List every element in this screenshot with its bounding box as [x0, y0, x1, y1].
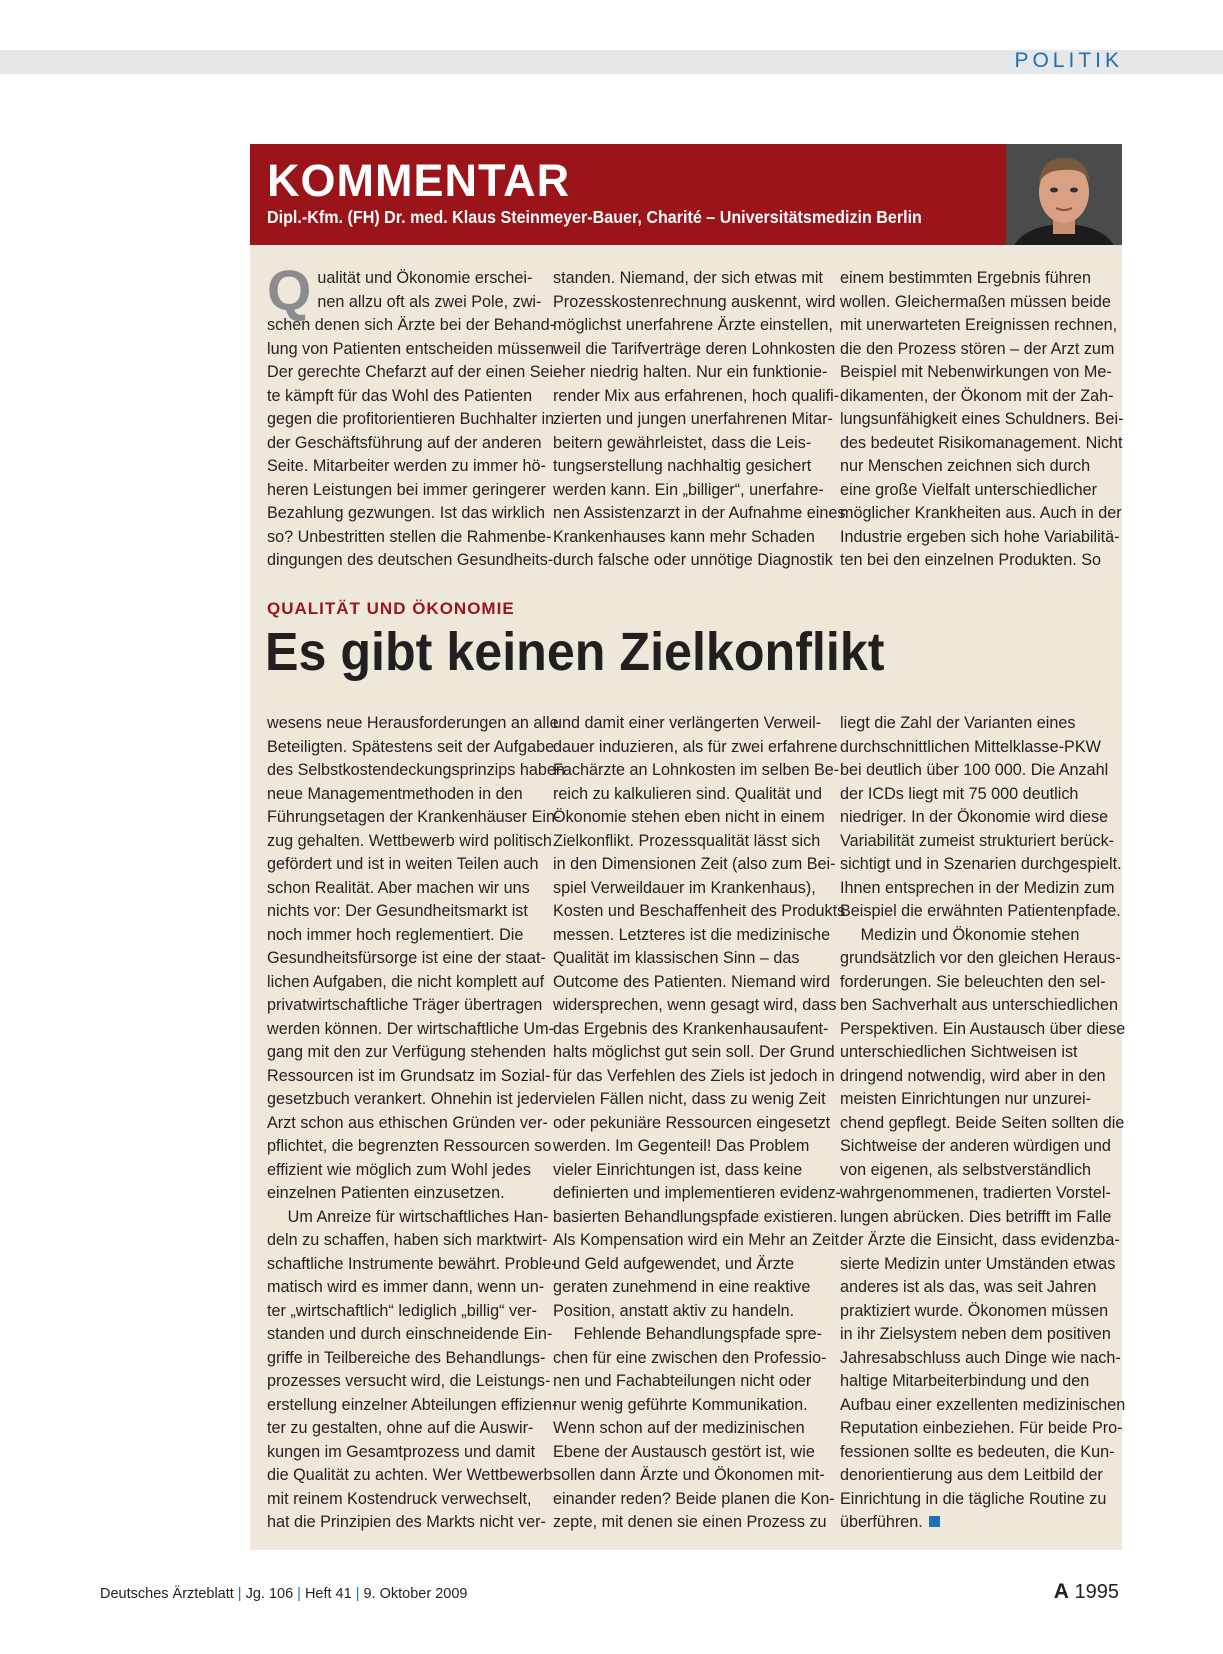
journal-volume: Jg. 106	[245, 1586, 294, 1602]
text-line: Bezahlung gezwungen. Ist das wirklich	[267, 504, 546, 522]
text-line: messen. Letzteres ist die medizinische	[553, 925, 831, 944]
text-line: effizient wie möglich zum Wohl jedes	[267, 1160, 531, 1179]
journal-name: Deutsches Ärzteblatt	[100, 1586, 234, 1602]
text-line: weil die Tarifverträge deren Lohnkosten	[553, 339, 836, 358]
text-line: Ökonomie stehen eben nicht in einem	[553, 808, 825, 826]
text-line: privatwirtschaftliche Träger übertragen	[267, 996, 543, 1014]
text-line: zug gehalten. Wettbewerb wird politisch	[267, 831, 552, 850]
lower-column-2	[553, 712, 846, 1535]
text-line: grundsätzlich vor den gleichen Heraus-	[840, 949, 1121, 967]
text-line: Beteiligten. Spätestens seit der Aufgabe	[267, 737, 555, 756]
text-line: gesetzbuch verankert. Ohnehin ist jeder	[267, 1090, 554, 1108]
text-line: Jahresabschluss auch Dinge wie nach-	[840, 1348, 1121, 1367]
text-line: die den Prozess stören – der Arzt zum	[840, 339, 1115, 358]
text-line: haltige Mitarbeiterbindung und den	[840, 1372, 1090, 1390]
text-line: lungen abrücken. Dies betrifft im Falle	[840, 1207, 1112, 1226]
text-line: Als Kompensation wird ein Mehr an Zeit	[553, 1231, 840, 1249]
text-line: eine große Vielfalt unterschiedlicher	[840, 480, 1098, 499]
footer-separator: |	[297, 1586, 301, 1602]
page-number	[1054, 1580, 1119, 1604]
text-line: zierten und jungen unerfahrenen Mitar-	[553, 410, 833, 428]
footer-citation	[100, 1586, 467, 1602]
text-line: prozesses versucht wird, die Leistungs-	[267, 1372, 551, 1390]
text-line: Qualität im klassischen Sinn – das	[553, 949, 800, 967]
text-line: Gesundheitsfürsorge ist eine der staat-	[267, 949, 546, 967]
text-line: Position, anstatt aktiv zu handeln.	[553, 1301, 795, 1320]
text-line: Prozesskostenrechnung auskennt, wird	[553, 292, 836, 311]
text-line: und Geld aufgewendet, und Ärzte	[553, 1254, 795, 1273]
text-line: in ihr Zielsystem neben dem positiven	[840, 1325, 1111, 1343]
text-line: noch immer hoch reglementiert. Die	[267, 925, 524, 944]
lower-column-1-text	[267, 712, 565, 1535]
text-line: möglicher Krankheiten aus. Auch in der	[840, 504, 1122, 522]
text-line: wollen. Gleichermaßen müssen beide	[840, 292, 1111, 311]
text-line: heren Leistungen bei immer geringerer	[267, 480, 546, 499]
author-line: Dipl.-Kfm. (FH) Dr. med. Klaus Steinmeyer-Bauer, Charité – Universitätsmedizin Berlin	[267, 207, 922, 227]
text-line: nen Assistenzarzt in der Aufnahme eines	[553, 504, 846, 522]
text-line: hat die Prinzipien des Markts nicht ver-	[267, 1513, 546, 1531]
text-line: nur wenig geführte Kommunikation.	[553, 1395, 808, 1414]
text-line: neue Managementmethoden in den	[267, 784, 523, 803]
upper-column-3	[840, 267, 1124, 573]
text-line: Krankenhauses kann mehr Schaden	[553, 527, 815, 546]
text-line: Outcome des Patienten. Niemand wird	[553, 972, 831, 991]
end-mark-icon	[929, 1516, 940, 1527]
upper-column-1	[267, 259, 559, 573]
text-line: nen und Fachabteilungen nicht oder	[553, 1372, 812, 1390]
text-line: deln zu schaffen, haben sich marktwirt-	[267, 1231, 548, 1249]
text-line: griffe in Teilbereiche des Behandlungs-	[267, 1348, 546, 1367]
text-line: Wenn schon auf der medizinischen	[553, 1419, 805, 1437]
text-line: Führungsetagen der Krankenhäuser Ein-	[267, 808, 561, 826]
text-line: dingungen des deutschen Gesundheits-	[267, 551, 554, 569]
article-kicker: QUALITÄT UND ÖKONOMIE	[267, 599, 515, 618]
text-line: und damit einer verlängerten Verweil-	[553, 714, 822, 732]
text-line: ten bei den einzelnen Produkten. So	[840, 551, 1101, 569]
text-line: te kämpft für das Wohl des Patienten	[267, 386, 533, 405]
text-line: die Qualität zu achten. Wer Wettbewerb	[267, 1466, 553, 1484]
text-line: nur Menschen zeichnen sich durch	[840, 457, 1091, 475]
footer-separator: |	[237, 1586, 242, 1602]
text-line: werden. Im Gegenteil! Das Problem	[553, 1137, 810, 1155]
text-line: vieler Einrichtungen ist, dass keine	[553, 1160, 803, 1179]
text-line: widersprechen, wenn gesagt wird, dass	[553, 996, 837, 1014]
text-line: Seite. Mitarbeiter werden zu immer hö-	[267, 457, 546, 475]
text-line: Ressourcen ist im Grundsatz im Sozial-	[267, 1066, 551, 1085]
text-line: Aufbau einer exzellenten medizinischen	[840, 1395, 1126, 1414]
text-line: spiel Verweildauer im Krankenhaus),	[553, 878, 816, 897]
text-line: denorientierung aus dem Leitbild der	[840, 1466, 1103, 1484]
text-line: der ICDs liegt mit 75 000 deutlich	[840, 784, 1079, 803]
text-line: gefördert und ist in weiten Teilen auch	[267, 855, 539, 873]
text-line: nichts vor: Der Gesundheitsmarkt ist	[267, 902, 528, 920]
footer-separator: |	[355, 1586, 360, 1602]
text-line: lichen Aufgaben, die nicht komplett auf	[267, 972, 545, 991]
journal-date: 9. Oktober 2009	[363, 1586, 468, 1602]
text-line: Fehlende Behandlungspfade spre-	[553, 1325, 823, 1343]
text-line: bei deutlich über 100 000. Die Anzahl	[840, 761, 1109, 779]
text-line: schaftliche Instrumente bewährt. Proble-	[267, 1254, 557, 1273]
text-line: ben Sachverhalt aus unterschiedlichen	[840, 996, 1119, 1014]
text-line: dringend notwendig, wird aber in den	[840, 1066, 1106, 1085]
page-prefix: A	[1053, 1580, 1069, 1603]
text-line: zepte, mit denen sie einen Prozess zu	[553, 1513, 827, 1531]
text-line: einander reden? Beide planen die Kon-	[553, 1489, 835, 1508]
text-line: gegen die profitorientieren Buchhalter in	[267, 410, 555, 428]
text-line: werden können. Der wirtschaftliche Um-	[267, 1019, 554, 1038]
upper-column-2	[553, 267, 846, 573]
text-line: pflichtet, die begrenzten Ressourcen so	[267, 1137, 552, 1155]
text-line: Zielkonflikt. Prozessqualität lässt sich	[553, 831, 821, 850]
article-headline: Es gibt keinen Zielkonflikt	[265, 622, 885, 682]
text-line: basierten Behandlungspfade existieren.	[553, 1207, 838, 1226]
text-line: standen und durch einschneidende Ein-	[267, 1325, 553, 1343]
text-line: Variabilität zumeist strukturiert berück-	[840, 831, 1115, 850]
text-line: tungserstellung nachhaltig gesichert	[553, 457, 812, 475]
text-line: möglichst unerfahrene Ärzte einstellen,	[553, 316, 833, 334]
text-line: oder pekuniäre Ressourcen eingesetzt	[553, 1113, 831, 1132]
text-line: lung von Patienten entscheiden müssen.	[267, 339, 559, 358]
text-line: geraten zunehmend in eine reaktive	[553, 1278, 811, 1296]
text-line: lungsunfähigkeit eines Schuldners. Bei-	[840, 410, 1124, 428]
author-photo	[1006, 144, 1122, 245]
text-line: Einrichtung in die tägliche Routine zu	[840, 1489, 1107, 1508]
journal-issue: Heft 41	[304, 1586, 352, 1602]
text-line: des bedeutet Risikomanagement. Nicht	[840, 433, 1123, 452]
text-line: kungen im Gesamtprozess und damit	[267, 1442, 536, 1461]
text-line: wahrgenommenen, tradierten Vorstel-	[840, 1184, 1111, 1202]
text-line: liegt die Zahl der Varianten eines	[840, 714, 1076, 732]
text-line: dauer induzieren, als für zwei erfahrene	[553, 737, 838, 756]
text-line: Kosten und Beschaffenheit des Produkts	[553, 902, 846, 920]
text-line: Um Anreize für wirtschaftliches Han-	[267, 1207, 549, 1226]
text-line: unterschiedlichen Sichtweisen ist	[840, 1043, 1078, 1061]
text-line: matisch wird es immer dann, wenn un-	[267, 1278, 545, 1296]
text-line: schon Realität. Aber machen wir uns	[267, 878, 530, 897]
text-line: der Geschäftsführung auf der anderen	[267, 433, 542, 452]
text-line: ualität und Ökonomie erschei-	[317, 269, 533, 287]
text-line: für das Verfehlen des Ziels ist jedoch in	[553, 1066, 835, 1085]
text-line: vielen Fällen nicht, dass zu wenig Zeit	[553, 1090, 826, 1108]
text-line: das Ergebnis des Krankenhausaufent-	[553, 1019, 829, 1038]
text-line: Beispiel mit Nebenwirkungen von Me-	[840, 363, 1112, 381]
text-line: in den Dimensionen Zeit (also zum Bei-	[553, 855, 836, 873]
text-line: werden kann. Ein „billiger“, unerfahre-	[553, 480, 824, 499]
text-line: der Ärzte die Einsicht, dass evidenzba-	[840, 1231, 1120, 1249]
text-line: halts möglichst gut sein soll. Der Grund	[553, 1043, 835, 1061]
drop-cap: Q	[267, 259, 312, 323]
text-line: Industrie ergeben sich hohe Variabilitä-	[840, 527, 1120, 546]
text-line: chend gepflegt. Beide Seiten sollten die	[840, 1113, 1125, 1132]
text-line: mit reinem Kostendruck verwechselt,	[267, 1489, 532, 1508]
text-line: anderes ist als das, was seit Jahren	[840, 1278, 1097, 1296]
text-line: Ihnen entsprechen in der Medizin zum	[840, 878, 1115, 897]
text-line: erstellung einzelner Abteilungen effizien-	[267, 1395, 558, 1414]
text-line: fessionen sollte es bedeuten, die Kun-	[840, 1442, 1115, 1461]
text-line: meisten Einrichtungen nur unzurei-	[840, 1090, 1092, 1108]
text-line: von eigenen, als selbstverständlich	[840, 1160, 1092, 1179]
text-line: durch falsche oder unnötige Diagnostik	[553, 551, 833, 569]
text-line: gang mit den zur Verfügung stehenden	[267, 1043, 546, 1061]
text-line: schen denen sich Ärzte bei der Behand-	[267, 316, 555, 334]
text-line: reich zu kalkulieren sind. Qualität und	[553, 784, 823, 803]
lower-column-1	[267, 712, 565, 1535]
text-line: praktiziert wurde. Ökonomen müssen	[840, 1301, 1109, 1320]
lower-column-3-text	[840, 712, 1126, 1535]
text-line: des Selbstkostendeckungsprinzips haben	[267, 761, 565, 779]
text-line: mit unerwarteten Ereignissen rechnen,	[840, 316, 1118, 334]
text-line: chen für eine zwischen den Professio-	[553, 1348, 827, 1367]
text-line: Arzt schon aus ethischen Gründen ver-	[267, 1113, 548, 1132]
author-portrait-image	[1006, 144, 1122, 245]
section-label: POLITIK	[1014, 49, 1123, 72]
lower-column-2-text	[553, 712, 846, 1535]
text-line: render Mix aus erfahrenen, hoch qualifi-	[553, 386, 840, 405]
text-line: sollen dann Ärzte und Ökonomen mit-	[553, 1466, 825, 1484]
page-number-value: 1995	[1074, 1581, 1119, 1603]
comment-title: KOMMENTAR	[267, 155, 571, 206]
text-line: Der gerechte Chefarzt auf der einen Sei-	[267, 363, 559, 381]
text-line: dikamenten, der Ökonom mit der Zah-	[840, 386, 1114, 405]
text-line: ter zu gestalten, ohne auf die Auswir-	[267, 1419, 534, 1437]
text-line: einem bestimmten Ergebnis führen	[840, 269, 1092, 287]
text-line: standen. Niemand, der sich etwas mit	[553, 269, 823, 287]
upper-column-3-text	[840, 267, 1124, 573]
upper-column-2-text	[553, 267, 846, 573]
text-line: Beispiel die erwähnten Patientenpfade.	[840, 902, 1121, 920]
text-line: sierte Medizin unter Umständen etwas	[840, 1254, 1116, 1273]
text-line: Sichtweise der anderen würdigen und	[840, 1137, 1111, 1155]
text-line: Reputation einbeziehen. Für beide Pro-	[840, 1419, 1123, 1437]
text-line: ter „wirtschaftlich“ lediglich „billig“ ver-	[267, 1301, 537, 1320]
text-line: überführen.	[840, 1511, 1102, 1535]
text-line: wesens neue Herausforderungen an alle	[267, 714, 559, 732]
text-line: Ebene der Austausch gestört ist, wie	[553, 1442, 815, 1461]
text-line: so? Unbestritten stellen die Rahmenbe-	[267, 527, 552, 546]
text-line: nen allzu oft als zwei Pole, zwi-	[317, 292, 542, 311]
lower-column-3	[840, 712, 1126, 1535]
text-line: eher niedrig halten. Nur ein funktionie-	[553, 363, 828, 381]
text-line: beitern gewährleistet, dass die Leis-	[553, 433, 812, 452]
text-line: forderungen. Sie beleuchten den sel-	[840, 972, 1106, 991]
text-line: niedriger. In der Ökonomie wird diese	[840, 808, 1109, 826]
text-line: Medizin und Ökonomie stehen	[840, 925, 1080, 944]
text-line: sichtigt und in Szenarien durchgespielt.	[840, 855, 1122, 873]
text-line: definierten und implementieren evidenz-	[553, 1184, 841, 1202]
text-line: Fachärzte an Lohnkosten im selben Be-	[553, 761, 840, 779]
text-line: Perspektiven. Ein Austausch über diese	[840, 1019, 1126, 1038]
text-line: einzelnen Patienten einzusetzen.	[267, 1184, 505, 1202]
text-line: durchschnittlichen Mittelklasse-PKW	[840, 737, 1101, 756]
